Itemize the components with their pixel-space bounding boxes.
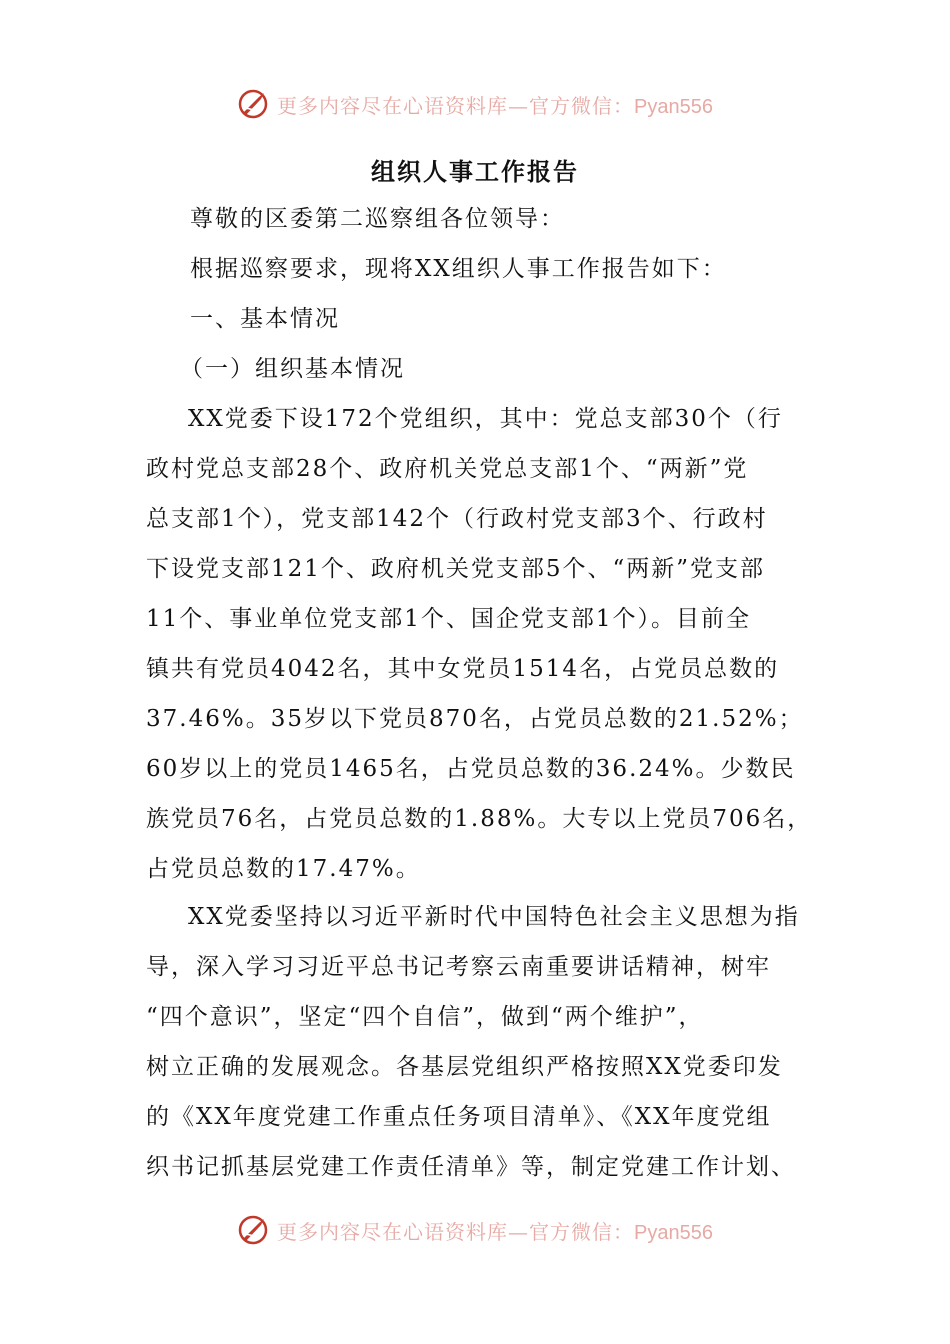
paragraph-line: 族党员76名，占党员总数的1.88%。大专以上党员706名， [146, 806, 813, 832]
section-heading: 一、基本情况 [190, 306, 340, 332]
salutation: 尊敬的区委第二巡察组各位领导： [190, 206, 565, 232]
paragraph-line: 37.46%。35岁以下党员870名，占党员总数的21.52%； [146, 706, 804, 732]
paragraph-line: XX党委下设172个党组织，其中：党总支部30个（行 [188, 406, 783, 432]
header-watermark-banner [0, 84, 950, 124]
paragraph-line: “四个意识”，坚定“四个自信”，做到“两个维护”， [146, 1004, 704, 1030]
document-title: 组织人事工作报告 [371, 157, 579, 186]
paragraph-line: 政村党总支部28个、政府机关党总支部1个、“两新”党 [146, 456, 749, 482]
paragraph-line: XX党委坚持以习近平新时代中国特色社会主义思想为指 [188, 904, 800, 930]
paragraph-line: 11个、事业单位党支部1个、国企党支部1个）。目前全 [146, 606, 752, 632]
pen-logo-icon [237, 1213, 271, 1247]
party-building-paragraph [146, 892, 814, 1192]
watermark-text: 更多内容尽在心语资料库—官方微信：Pyan556 [277, 93, 713, 118]
paragraph-line: 下设党支部121个、政府机关党支部5个、“两新”党支部 [146, 556, 766, 582]
paragraph-line: 织书记抓基层党建工作责任清单》等，制定党建工作计划、 [146, 1154, 796, 1180]
paragraph-line: 总支部1个），党支部142个（行政村党支部3个、行政村 [146, 506, 768, 532]
footer-watermark-banner [0, 1210, 950, 1250]
pen-logo-icon [237, 87, 271, 121]
paragraph-line: 的《XX年度党建工作重点任务项目清单》、《XX年度党组 [146, 1104, 772, 1130]
organization-stats-paragraph [146, 394, 814, 894]
intro-paragraph: 根据巡察要求，现将XX组织人事工作报告如下： [190, 256, 727, 282]
watermark-text: 更多内容尽在心语资料库—官方微信：Pyan556 [277, 1219, 713, 1244]
paragraph-line: 占党员总数的17.47%。 [146, 856, 421, 882]
subsection-heading: （一）组织基本情况 [180, 356, 405, 382]
wechat-account: Pyan556 [634, 1221, 713, 1244]
paragraph-line: 60岁以上的党员1465名，占党员总数的36.24%。少数民 [146, 756, 796, 782]
paragraph-line: 导，深入学习习近平总书记考察云南重要讲话精神，树牢 [146, 954, 771, 980]
wechat-account: Pyan556 [634, 95, 713, 118]
paragraph-line: 镇共有党员4042名，其中女党员1514名，占党员总数的 [146, 656, 780, 682]
paragraph-line: 树立正确的发展观念。各基层党组织严格按照XX党委印发 [146, 1054, 783, 1080]
